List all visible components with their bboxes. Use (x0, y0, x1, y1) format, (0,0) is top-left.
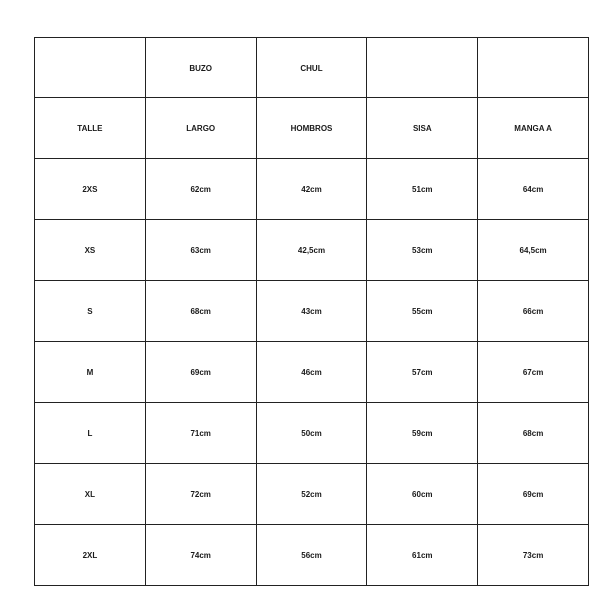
table-cell: 59cm (367, 403, 478, 464)
table-row (35, 464, 589, 525)
table-cell: 69cm (478, 464, 589, 525)
header-row (35, 98, 589, 159)
garment-row (35, 38, 589, 98)
column-header: TALLE (35, 98, 146, 159)
table-cell: 42cm (256, 159, 367, 220)
table-cell: M (35, 342, 146, 403)
table-cell: 61cm (367, 525, 478, 586)
table-cell: 2XL (35, 525, 146, 586)
table-row (35, 525, 589, 586)
table-cell: 46cm (256, 342, 367, 403)
table-cell: 52cm (256, 464, 367, 525)
column-header: LARGO (145, 98, 256, 159)
table-cell (367, 38, 478, 98)
column-header: MANGA A (478, 98, 589, 159)
table-cell (478, 38, 589, 98)
table-cell: 74cm (145, 525, 256, 586)
table-cell: 64cm (478, 159, 589, 220)
table-cell: 2XS (35, 159, 146, 220)
table-cell: 71cm (145, 403, 256, 464)
size-chart-table (34, 37, 589, 586)
table-cell: 68cm (145, 281, 256, 342)
table-cell: 69cm (145, 342, 256, 403)
table-cell: 63cm (145, 220, 256, 281)
table-row (35, 281, 589, 342)
table-cell: 73cm (478, 525, 589, 586)
column-header: SISA (367, 98, 478, 159)
table-cell: 60cm (367, 464, 478, 525)
table-cell: 56cm (256, 525, 367, 586)
table-cell: 53cm (367, 220, 478, 281)
table-cell: L (35, 403, 146, 464)
table-cell: S (35, 281, 146, 342)
table-cell: 68cm (478, 403, 589, 464)
table-cell: 50cm (256, 403, 367, 464)
table-cell: 43cm (256, 281, 367, 342)
table-cell: 42,5cm (256, 220, 367, 281)
table-cell: 66cm (478, 281, 589, 342)
table-cell: 55cm (367, 281, 478, 342)
table-row (35, 342, 589, 403)
column-header: HOMBROS (256, 98, 367, 159)
table-cell: CHUL (256, 38, 367, 98)
table-cell: 67cm (478, 342, 589, 403)
table-cell: XL (35, 464, 146, 525)
table-cell (35, 38, 146, 98)
table-cell: 64,5cm (478, 220, 589, 281)
table-row (35, 159, 589, 220)
table-cell: XS (35, 220, 146, 281)
table-cell: 51cm (367, 159, 478, 220)
table-cell: 72cm (145, 464, 256, 525)
table-row (35, 403, 589, 464)
table-cell: 62cm (145, 159, 256, 220)
table-row (35, 220, 589, 281)
table-cell: 57cm (367, 342, 478, 403)
table-cell: BUZO (145, 38, 256, 98)
